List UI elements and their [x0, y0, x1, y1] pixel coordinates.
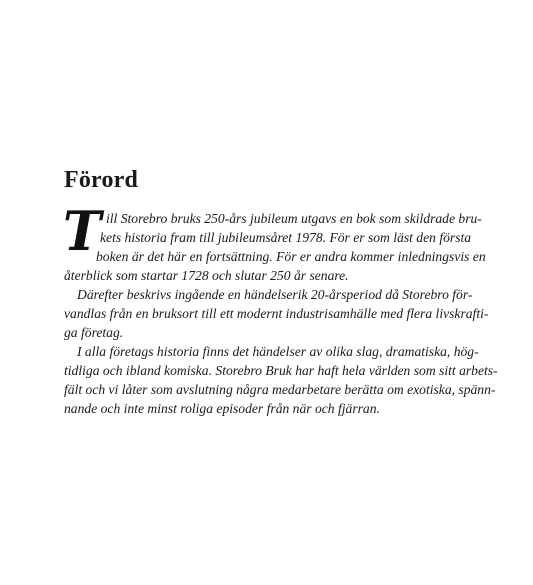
paragraph-1-line-2: kets historia fram till jubileumsåret 1978. För er som läst den första: [100, 230, 472, 245]
paragraph-1-line-4: återblick som startar 1728 och slutar 250 år senare.: [64, 268, 349, 283]
paragraph-1-line-3: boken är det här en fortsättning. För er andra kommer inledningsvis en: [96, 249, 486, 264]
paragraph-2-line-2: vandlas från en bruksort till ett modernt industrisamhälle med flera livskrafti-: [64, 306, 489, 321]
paragraph-3-line-4: nande och inte minst roliga episoder från när och fjärran.: [64, 401, 380, 416]
paragraph-3-line-2: tidliga och ibland komiska. Storebro Bruk har haft hela världen som sitt arbets-: [64, 363, 498, 378]
paragraph-2-line-1: Därefter beskrivs ingående en händelserik 20-årsperiod då Storebro för-: [77, 287, 473, 302]
paragraph-3-line-3: fält och vi låter som avslutning några medarbetare berätta om exotiska, spänn-: [64, 382, 496, 397]
page-title: Förord: [64, 167, 139, 193]
paragraph-1-line-1: ill Storebro bruks 250-års jubileum utgavs en bok som skildrade bru-: [106, 211, 482, 226]
paragraph-2-line-3: ga företag.: [64, 325, 124, 340]
paragraph-3-line-1: I alla företags historia finns det händelser av olika slag, dramatiska, hög-: [77, 344, 479, 359]
drop-cap-letter: T: [63, 199, 102, 263]
